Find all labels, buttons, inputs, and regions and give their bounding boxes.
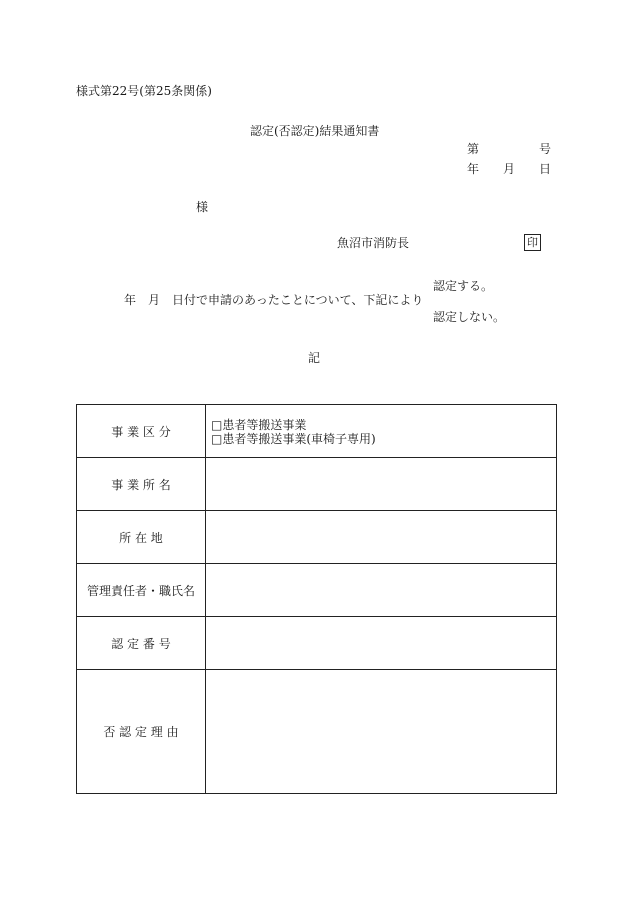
value-location[interactable] — [206, 511, 557, 564]
label-certification-number — [77, 617, 206, 670]
row-label: 管理責任者・職氏名 — [86, 583, 195, 598]
table-row — [77, 511, 557, 564]
label-manager — [77, 564, 206, 617]
label-office-name — [77, 458, 206, 511]
label-denial-reason — [77, 670, 206, 794]
label-location — [77, 511, 206, 564]
row-label: 否 認 定 理 由 — [103, 725, 179, 739]
doc-number-suffix: 号 — [539, 142, 552, 156]
checkbox-option-wheelchair[interactable]: □患者等搬送事業(車椅子専用) — [211, 432, 376, 446]
value-certification-number[interactable] — [206, 617, 557, 670]
body-sentence: 日付で申請のあったことについて、下記により — [172, 293, 424, 307]
table-row — [77, 564, 557, 617]
document-title: 認定(否認定)結果通知書 — [250, 124, 380, 138]
row-label: 事 業 所 名 — [111, 477, 171, 492]
body-date-year: 年 — [124, 293, 137, 307]
option-deny: 認定しない。 — [433, 310, 506, 324]
table-row — [77, 405, 557, 458]
label-business-category — [77, 405, 206, 458]
form-number: 様式第22号(第25条関係) — [76, 84, 212, 98]
table-row — [77, 458, 557, 511]
ki-heading: 記 — [308, 351, 321, 365]
date-year-label: 年 — [467, 162, 480, 176]
table-row — [77, 670, 557, 794]
date-month-label: 月 — [503, 162, 516, 176]
row-label: 認 定 番 号 — [111, 636, 171, 651]
value-denial-reason[interactable] — [206, 670, 557, 794]
value-office-name[interactable] — [206, 458, 557, 511]
checkbox-option-transport[interactable]: □患者等搬送事業 — [211, 418, 307, 432]
body-date-month: 月 — [148, 293, 161, 307]
issuer-name: 魚沼市消防長 — [337, 236, 410, 250]
seal-mark: 印 — [524, 234, 541, 251]
addressee-honorific: 様 — [196, 200, 209, 214]
row-label: 所 在 地 — [119, 530, 163, 545]
option-approve: 認定する。 — [433, 279, 494, 293]
value-business-category[interactable] — [206, 405, 557, 458]
details-table — [76, 404, 557, 794]
date-day-label: 日 — [539, 162, 552, 176]
table-row — [77, 617, 557, 670]
row-label: 事 業 区 分 — [111, 424, 171, 439]
value-manager[interactable] — [206, 564, 557, 617]
doc-number-prefix: 第 — [467, 142, 480, 156]
